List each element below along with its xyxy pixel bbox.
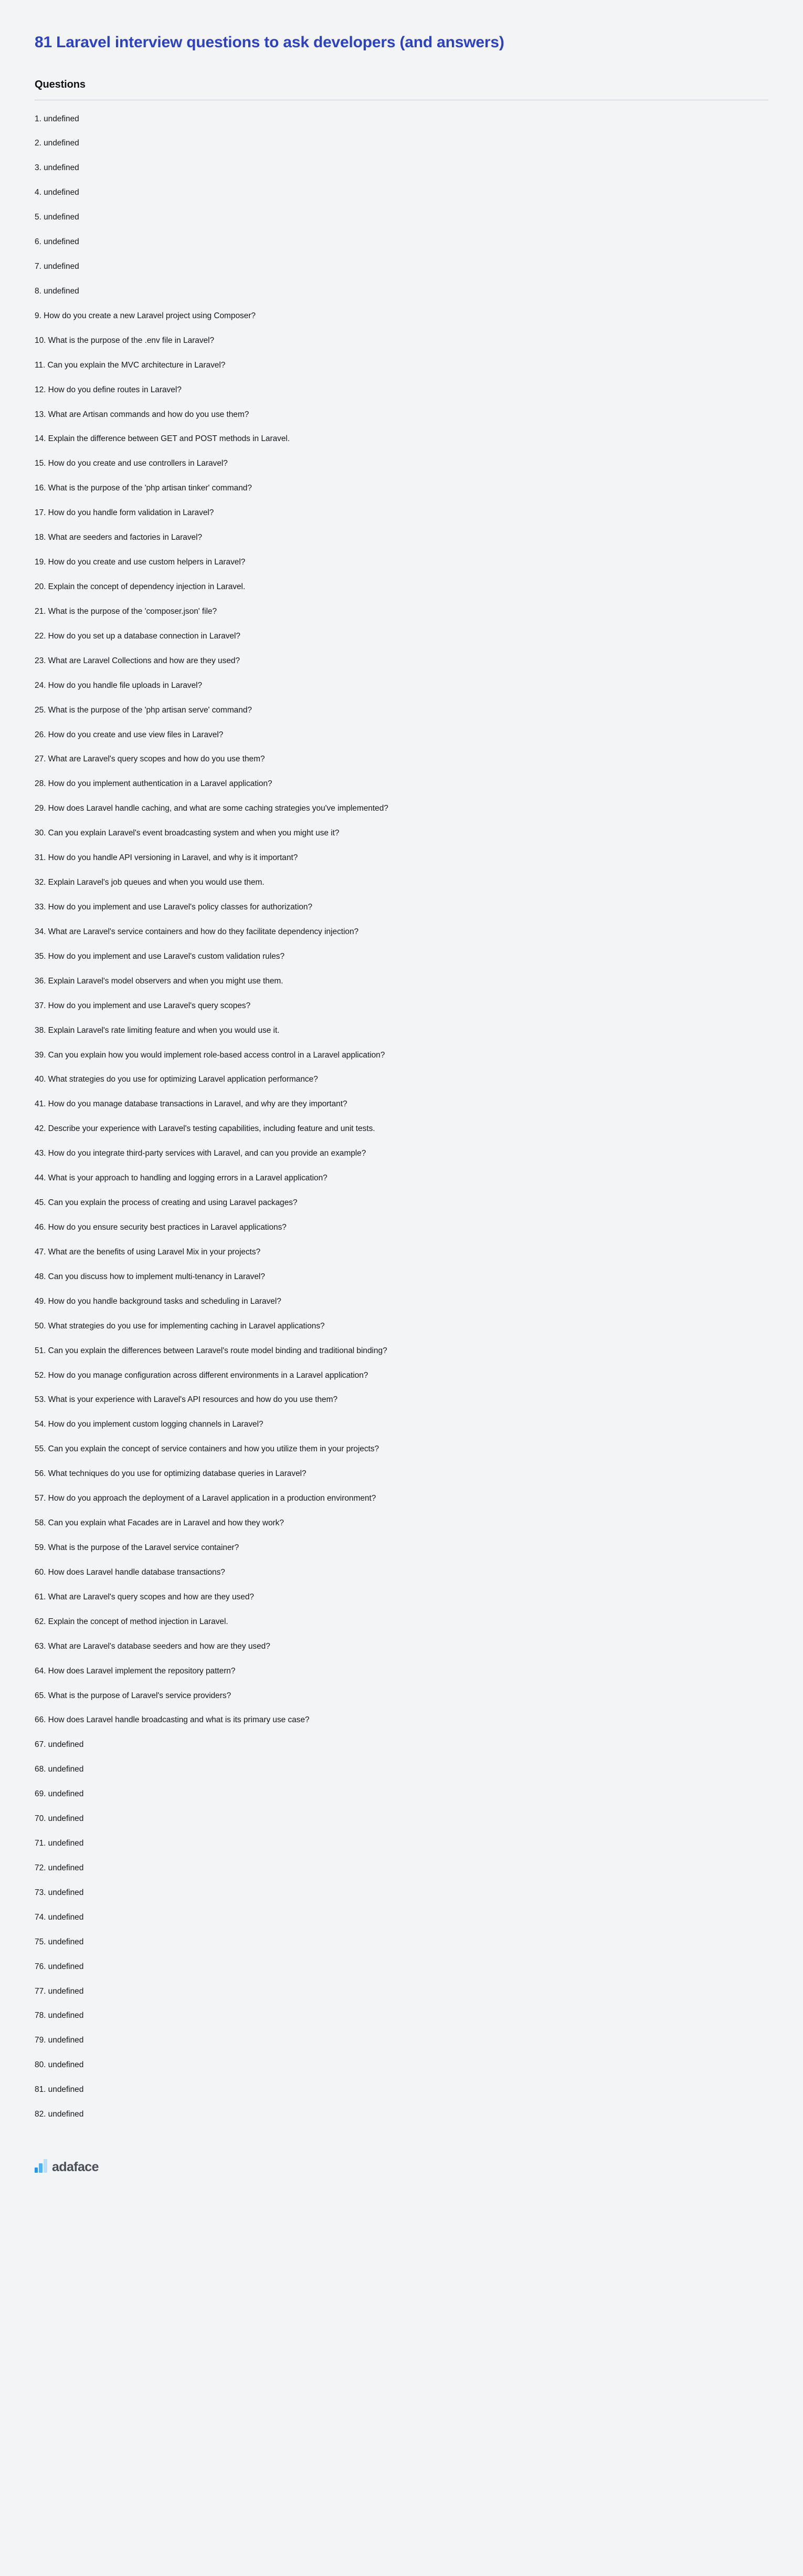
question-number: 53. xyxy=(35,1395,46,1405)
question-item xyxy=(35,1346,768,1357)
logo-wordmark: adaface xyxy=(52,2160,99,2175)
question-text: What techniques do you use for optimizing database queries in Laravel? xyxy=(48,1469,307,1479)
question-item xyxy=(35,1641,768,1652)
questions-section-heading: Questions xyxy=(35,78,86,90)
question-text: Explain Laravel's job queues and when you would use them. xyxy=(48,878,265,887)
question-item xyxy=(35,1912,768,1923)
question-item xyxy=(35,1296,768,1307)
question-number: 61. xyxy=(35,1592,46,1601)
question-text: What are seeders and factories in Laravel? xyxy=(48,533,203,542)
question-text: Explain the concept of dependency injection in Laravel. xyxy=(48,582,246,592)
bar-chart-icon xyxy=(35,2159,47,2173)
question-number: 26. xyxy=(35,730,46,739)
question-text: Can you discuss how to implement multi-tenancy in Laravel? xyxy=(48,1272,265,1281)
question-text: How do you implement and use Laravel's custom validation rules? xyxy=(48,951,285,961)
question-text: undefined xyxy=(48,1740,84,1750)
logo-bar-short xyxy=(35,2167,38,2173)
question-item xyxy=(35,1321,768,1332)
question-item xyxy=(35,385,768,396)
question-text: How do you ensure security best practices in Laravel applications? xyxy=(48,1222,287,1232)
question-text: What is the purpose of Laravel's service providers? xyxy=(48,1691,231,1700)
logo-bar-medium xyxy=(39,2163,43,2173)
question-item xyxy=(35,951,768,962)
question-text: What strategies do you use for optimizing Laravel application performance? xyxy=(48,1075,318,1084)
question-item xyxy=(35,187,768,198)
question-text: undefined xyxy=(48,1839,84,1848)
question-number: 63. xyxy=(35,1641,46,1651)
question-text: What are Laravel Collections and how are they used? xyxy=(48,656,240,665)
question-number: 72. xyxy=(35,1863,46,1872)
question-text: How do you manage database transactions in Laravel, and why are they important? xyxy=(48,1099,347,1109)
question-item xyxy=(35,1074,768,1085)
question-item xyxy=(35,1469,768,1480)
question-text: undefined xyxy=(48,1888,84,1897)
question-number: 23. xyxy=(35,656,46,665)
question-number: 49. xyxy=(35,1296,46,1306)
question-number: 27. xyxy=(35,755,46,764)
question-number: 77. xyxy=(35,1986,46,1996)
question-text: undefined xyxy=(48,2011,84,2020)
question-text: undefined xyxy=(48,1863,84,1872)
question-number: 75. xyxy=(35,1937,46,1946)
question-text: undefined xyxy=(44,286,79,296)
question-item xyxy=(35,779,768,790)
question-text: undefined xyxy=(48,2036,84,2045)
question-number: 32. xyxy=(35,878,46,887)
question-item xyxy=(35,138,768,149)
question-item xyxy=(35,877,768,888)
question-number: 14. xyxy=(35,434,46,444)
question-number: 74. xyxy=(35,1912,46,1922)
question-item xyxy=(35,532,768,543)
question-item xyxy=(35,1222,768,1233)
question-number: 48. xyxy=(35,1272,46,1281)
question-number: 20. xyxy=(35,582,46,592)
question-number: 10. xyxy=(35,336,46,345)
question-text: undefined xyxy=(48,2085,84,2095)
question-number: 13. xyxy=(35,410,46,419)
question-number: 6. xyxy=(35,237,41,247)
question-item xyxy=(35,656,768,667)
question-number: 58. xyxy=(35,1519,46,1528)
question-text: What are Laravel's service containers and how do they facilitate dependency injection? xyxy=(48,927,359,936)
question-number: 54. xyxy=(35,1420,46,1429)
question-number: 19. xyxy=(35,558,46,567)
question-number: 16. xyxy=(35,484,46,493)
question-text: What is the purpose of the 'php artisan serve' command? xyxy=(48,705,252,715)
question-number: 37. xyxy=(35,1001,46,1010)
question-number: 71. xyxy=(35,1839,46,1848)
question-text: What is the purpose of the Laravel service container? xyxy=(48,1543,239,1552)
page-title: 81 Laravel interview questions to ask developers (and answers) xyxy=(35,34,504,51)
question-item xyxy=(35,1863,768,1874)
question-number: 70. xyxy=(35,1814,46,1824)
question-item xyxy=(35,1789,768,1800)
question-text: How do you implement authentication in a Laravel application? xyxy=(48,779,272,789)
question-text: Can you explain what Facades are in Laravel and how they work? xyxy=(48,1519,284,1528)
question-item xyxy=(35,261,768,273)
question-text: What are Artisan commands and how do you use them? xyxy=(48,410,249,419)
question-number: 80. xyxy=(35,2060,46,2070)
question-text: undefined xyxy=(44,114,79,123)
question-item xyxy=(35,1666,768,1677)
question-item xyxy=(35,1001,768,1012)
question-text: What is your approach to handling and logging errors in a Laravel application? xyxy=(48,1174,327,1183)
question-number: 67. xyxy=(35,1740,46,1750)
question-item xyxy=(35,360,768,371)
question-text: Describe your experience with Laravel's testing capabilities, including feature and unit tests. xyxy=(48,1124,375,1134)
question-item xyxy=(35,1715,768,1726)
question-item xyxy=(35,1419,768,1430)
question-text: Can you explain the MVC architecture in Laravel? xyxy=(47,360,226,370)
question-item xyxy=(35,1962,768,1973)
question-item xyxy=(35,680,768,692)
question-item xyxy=(35,1740,768,1751)
question-number: 50. xyxy=(35,1321,46,1331)
question-text: Explain Laravel's rate limiting feature and when you would use it. xyxy=(48,1025,280,1035)
question-number: 51. xyxy=(35,1346,46,1355)
question-item xyxy=(35,828,768,839)
question-text: How does Laravel handle caching, and what are some caching strategies you've implemented? xyxy=(48,804,388,813)
question-item xyxy=(35,1124,768,1135)
question-number: 41. xyxy=(35,1099,46,1109)
question-item xyxy=(35,1888,768,1899)
question-text: undefined xyxy=(44,139,79,148)
question-text: How do you implement and use Laravel's query scopes? xyxy=(48,1001,251,1010)
question-item xyxy=(35,803,768,814)
question-text: What is the purpose of the 'php artisan tinker' command? xyxy=(48,484,252,493)
question-item xyxy=(35,237,768,248)
question-number: 7. xyxy=(35,262,41,271)
question-number: 3. xyxy=(35,163,41,173)
question-text: How do you set up a database connection in Laravel? xyxy=(48,631,240,641)
question-text: How do you implement custom logging channels in Laravel? xyxy=(48,1420,263,1429)
question-item xyxy=(35,1370,768,1381)
question-item xyxy=(35,1025,768,1036)
question-number: 78. xyxy=(35,2011,46,2020)
question-item xyxy=(35,1543,768,1554)
question-text: How do you create and use view files in Laravel? xyxy=(48,730,224,739)
question-item xyxy=(35,1592,768,1603)
question-item xyxy=(35,730,768,741)
question-text: undefined xyxy=(48,1937,84,1946)
question-text: undefined xyxy=(48,1962,84,1971)
question-number: 36. xyxy=(35,976,46,986)
question-text: How do you handle form validation in Laravel? xyxy=(48,508,214,518)
question-text: undefined xyxy=(48,1765,84,1774)
question-item xyxy=(35,483,768,494)
question-item xyxy=(35,754,768,765)
question-item xyxy=(35,434,768,445)
question-number: 29. xyxy=(35,804,46,813)
question-item xyxy=(35,114,768,125)
question-item xyxy=(35,1247,768,1258)
question-text: Explain the concept of method injection in Laravel. xyxy=(48,1617,228,1626)
question-item xyxy=(35,2035,768,2046)
question-item xyxy=(35,1198,768,1209)
question-text: How do you create and use custom helpers in Laravel? xyxy=(48,558,246,567)
question-number: 55. xyxy=(35,1444,46,1454)
question-item xyxy=(35,606,768,617)
question-number: 43. xyxy=(35,1149,46,1158)
question-number: 28. xyxy=(35,779,46,789)
question-item xyxy=(35,557,768,568)
question-number: 25. xyxy=(35,705,46,715)
question-number: 2. xyxy=(35,139,41,148)
question-number: 81. xyxy=(35,2085,46,2095)
question-number: 59. xyxy=(35,1543,46,1552)
question-item xyxy=(35,1099,768,1110)
question-item xyxy=(35,1567,768,1578)
logo-bar-tall xyxy=(44,2159,47,2173)
question-number: 52. xyxy=(35,1370,46,1380)
question-number: 39. xyxy=(35,1050,46,1060)
question-item xyxy=(35,853,768,864)
question-number: 5. xyxy=(35,213,41,222)
question-text: How does Laravel implement the repository pattern? xyxy=(48,1666,236,1676)
question-text: What are the benefits of using Laravel Mix in your projects? xyxy=(48,1247,261,1256)
question-text: How do you handle background tasks and scheduling in Laravel? xyxy=(48,1296,281,1306)
question-text: How does Laravel handle database transactions? xyxy=(48,1567,225,1577)
question-item xyxy=(35,631,768,642)
question-number: 30. xyxy=(35,829,46,838)
question-item xyxy=(35,1838,768,1849)
question-item xyxy=(35,410,768,421)
question-number: 64. xyxy=(35,1666,46,1676)
question-number: 47. xyxy=(35,1247,46,1256)
question-text: undefined xyxy=(44,163,79,173)
question-text: undefined xyxy=(44,262,79,271)
question-text: undefined xyxy=(44,213,79,222)
question-item xyxy=(35,1272,768,1283)
question-item xyxy=(35,582,768,593)
question-number: 66. xyxy=(35,1715,46,1725)
question-number: 62. xyxy=(35,1617,46,1626)
question-item xyxy=(35,163,768,174)
question-text: What is your experience with Laravel's API resources and how do you use them? xyxy=(48,1395,338,1405)
question-text: How do you create and use controllers in Laravel? xyxy=(48,459,228,468)
question-number: 65. xyxy=(35,1691,46,1700)
question-text: undefined xyxy=(48,1986,84,1996)
question-item xyxy=(35,212,768,223)
question-number: 69. xyxy=(35,1789,46,1799)
question-text: How do you handle file uploads in Laravel? xyxy=(48,680,203,690)
question-number: 44. xyxy=(35,1174,46,1183)
question-text: What is the purpose of the .env file in Laravel? xyxy=(48,336,215,345)
question-item xyxy=(35,1148,768,1159)
question-number: 46. xyxy=(35,1222,46,1232)
question-number: 31. xyxy=(35,853,46,863)
question-text: Explain Laravel's model observers and when you might use them. xyxy=(48,976,283,986)
question-number: 38. xyxy=(35,1025,46,1035)
question-number: 40. xyxy=(35,1075,46,1084)
question-text: What are Laravel's query scopes and how are they used? xyxy=(48,1592,254,1601)
question-number: 79. xyxy=(35,2036,46,2045)
question-number: 1. xyxy=(35,114,41,123)
question-number: 12. xyxy=(35,385,46,394)
question-text: What strategies do you use for implementing caching in Laravel applications? xyxy=(48,1321,325,1331)
question-text: undefined xyxy=(48,1912,84,1922)
question-text: Explain the difference between GET and POST methods in Laravel. xyxy=(48,434,290,444)
question-item xyxy=(35,1395,768,1406)
question-number: 4. xyxy=(35,188,41,197)
question-text: What is the purpose of the 'composer.json' file? xyxy=(48,606,217,616)
question-item xyxy=(35,508,768,519)
question-item xyxy=(35,1986,768,1997)
question-text: How do you implement and use Laravel's policy classes for authorization? xyxy=(48,903,313,912)
question-item xyxy=(35,902,768,913)
question-number: 17. xyxy=(35,508,46,518)
question-item xyxy=(35,458,768,469)
question-item xyxy=(35,976,768,987)
question-text: undefined xyxy=(44,188,79,197)
question-item xyxy=(35,286,768,297)
question-item xyxy=(35,1617,768,1628)
question-item xyxy=(35,1493,768,1504)
question-number: 35. xyxy=(35,951,46,961)
question-text: How do you handle API versioning in Laravel, and why is it important? xyxy=(48,853,298,863)
question-number: 8. xyxy=(35,286,41,296)
question-number: 15. xyxy=(35,459,46,468)
question-item xyxy=(35,1764,768,1775)
question-item xyxy=(35,1173,768,1184)
question-number: 33. xyxy=(35,903,46,912)
question-text: undefined xyxy=(48,1789,84,1799)
question-item xyxy=(35,1050,768,1061)
questions-list xyxy=(35,100,768,2121)
question-text: undefined xyxy=(48,1814,84,1824)
question-text: Can you explain how you would implement role-based access control in a Laravel application? xyxy=(48,1050,385,1060)
question-item xyxy=(35,336,768,347)
question-text: How do you define routes in Laravel? xyxy=(48,385,182,394)
question-text: How do you integrate third-party services with Laravel, and can you provide an example? xyxy=(48,1149,366,1158)
question-text: What are Laravel's query scopes and how do you use them? xyxy=(48,755,265,764)
question-text: Can you explain the differences between Laravel's route model binding and traditional binding? xyxy=(48,1346,387,1355)
adaface-logo xyxy=(35,2159,99,2173)
question-text: undefined xyxy=(48,2060,84,2070)
question-text: How do you create a new Laravel project using Composer? xyxy=(44,311,256,320)
question-item xyxy=(35,1814,768,1825)
question-number: 57. xyxy=(35,1494,46,1503)
question-text: What are Laravel's database seeders and how are they used? xyxy=(48,1641,270,1651)
question-number: 60. xyxy=(35,1567,46,1577)
question-number: 22. xyxy=(35,631,46,641)
question-number: 56. xyxy=(35,1469,46,1479)
question-number: 18. xyxy=(35,533,46,542)
question-number: 76. xyxy=(35,1962,46,1971)
question-item xyxy=(35,2060,768,2071)
question-text: How do you manage configuration across different environments in a Laravel application? xyxy=(48,1370,368,1380)
question-item xyxy=(35,1518,768,1529)
question-item xyxy=(35,2109,768,2120)
question-text: How do you approach the deployment of a Laravel application in a production environment? xyxy=(48,1494,376,1503)
question-number: 9. xyxy=(35,311,41,320)
question-text: Can you explain the process of creating and using Laravel packages? xyxy=(48,1198,298,1208)
footer xyxy=(35,2134,768,2236)
question-item xyxy=(35,1937,768,1948)
question-text: Can you explain Laravel's event broadcasting system and when you might use it? xyxy=(48,829,340,838)
question-number: 21. xyxy=(35,606,46,616)
question-number: 24. xyxy=(35,680,46,690)
question-number: 11. xyxy=(35,360,46,370)
question-text: undefined xyxy=(44,237,79,247)
question-text: undefined xyxy=(48,2110,84,2119)
question-number: 34. xyxy=(35,927,46,936)
question-item xyxy=(35,705,768,716)
question-number: 42. xyxy=(35,1124,46,1134)
question-number: 68. xyxy=(35,1765,46,1774)
question-item xyxy=(35,1444,768,1455)
question-text: Can you explain the concept of service containers and how you utilize them in your projects? xyxy=(48,1444,379,1454)
question-item xyxy=(35,311,768,322)
question-item xyxy=(35,2085,768,2096)
question-number: 82. xyxy=(35,2110,46,2119)
question-item xyxy=(35,2010,768,2022)
question-number: 73. xyxy=(35,1888,46,1897)
question-text: How does Laravel handle broadcasting and what is its primary use case? xyxy=(48,1715,310,1725)
question-number: 45. xyxy=(35,1198,46,1208)
question-item xyxy=(35,1691,768,1702)
question-item xyxy=(35,927,768,938)
